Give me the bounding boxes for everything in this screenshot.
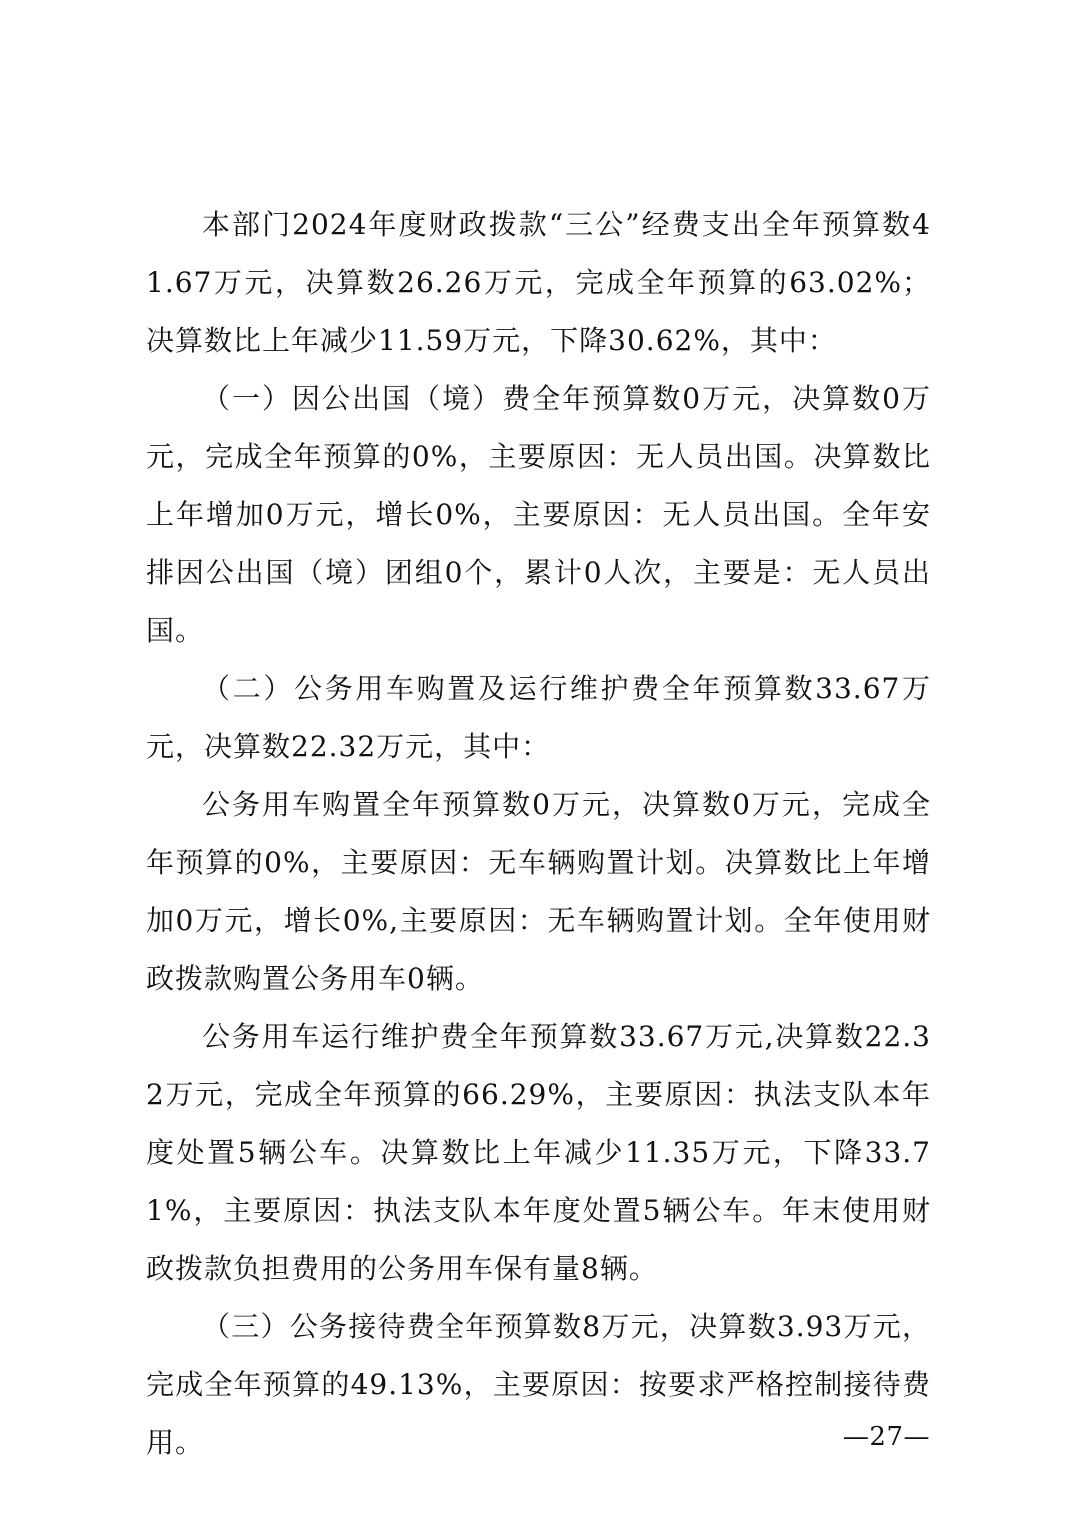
paragraph-vehicle-total: （二）公务用车购置及运行维护费全年预算数33.67万元，决算数22.32万元，其中： [146,672,931,763]
paragraph-overseas-travel: （一）因公出国（境）费全年预算数0万元，决算数0万元，完成全年预算的0%，主要原因：无人员出国。决算数比上年增加0万元，增长0%，主要原因：无人员出国。全年安排因公出国（境）团组0个，累计0人次，主要是：无人员出国。 [146,382,931,647]
paragraph-reception: （三）公务接待费全年预算数8万元，决算数3.93万元，完成全年预算的49.13%，主要原因：按要求严格控制接待费用。 [146,1310,931,1459]
paragraph-vehicle-maintenance: 公务用车运行维护费全年预算数33.67万元,决算数22.32万元，完成全年预算的66.29%，主要原因：执法支队本年度处置5辆公车。决算数比上年减少11.35万元，下降33.71%，主要原因：执法支队本年度处置5辆公车。年末使用财政拨款负担费用的公务用车保有量8辆。 [146,1020,931,1285]
page-number: —27— [842,1422,930,1452]
paragraph-summary: 本部门2024年度财政拨款“三公”经费支出全年预算数41.67万元，决算数26.26万元，完成全年预算的63.02%；决算数比上年减少11.59万元，下降30.62%，其中： [146,208,931,357]
paragraph-vehicle-purchase: 公务用车购置全年预算数0万元，决算数0万元，完成全年预算的0%，主要原因：无车辆购置计划。决算数比上年增加0万元，增长0%,主要原因：无车辆购置计划。全年使用财政拨款购置公务用车0辆。 [146,788,931,995]
document-body [146,196,931,1472]
